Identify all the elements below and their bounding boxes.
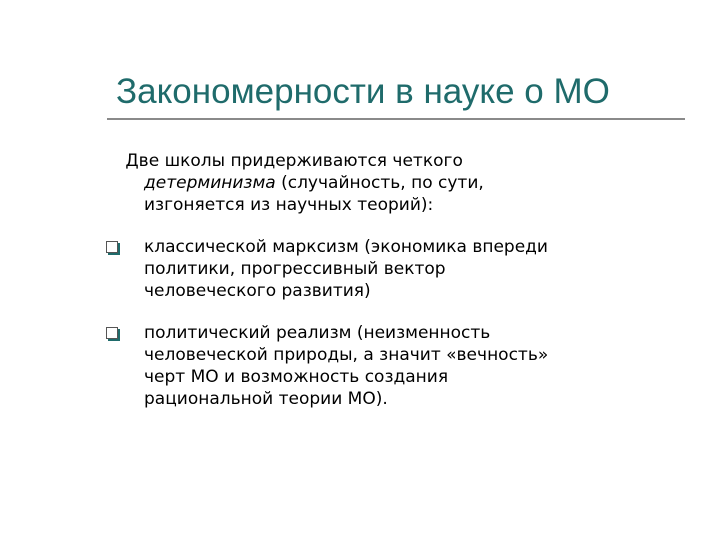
square-bullet-icon [106,241,118,253]
bullet-line: политический реализм (неизменность [144,323,491,343]
bullet-text [144,322,684,410]
intro-term: детерминизма [144,173,276,193]
slide-title: Закономерности в науке о МО [116,72,610,111]
bullet-line: классической марксизм (экономика впереди [144,237,548,257]
intro-line-2-rest: (случайность, по сути, [275,173,484,193]
title-divider [107,118,685,120]
intro-line-1: Две школы придерживаются четкого [120,151,463,171]
bullet-line: рациональной теории МО). [144,389,388,409]
bullet-line: человеческого развития) [144,281,371,301]
bullet-text [144,236,684,302]
intro-paragraph [120,150,680,216]
intro-line-2 [120,172,680,194]
square-bullet-icon [106,327,118,339]
intro-line-3: изгоняется из научных теорий): [144,195,434,215]
bullet-line: человеческой природы, а значит «вечность» [144,345,549,365]
bullet-line: черт МО и возможность создания [144,367,449,387]
bullet-line: политики, прогрессивный вектор [144,259,446,279]
